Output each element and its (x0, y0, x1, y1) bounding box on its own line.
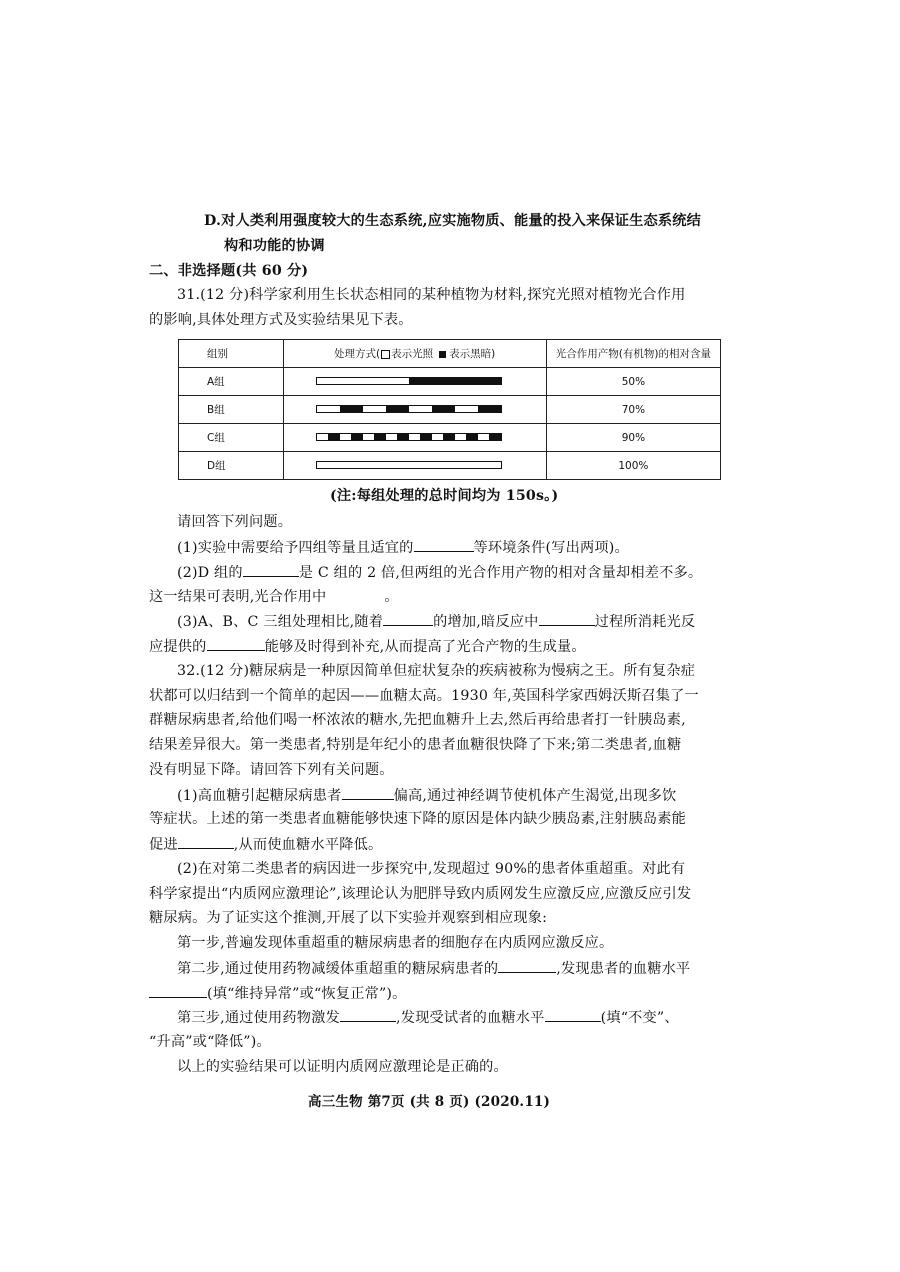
q32-sub1-text-a: (1)高血糖引起糖尿病患者 (177, 788, 342, 804)
option-d-line2: 构和功能的协调 (224, 238, 325, 254)
light-segment (455, 406, 478, 412)
q31-sub1-text-b: 等环境条件(写出两项)。 (473, 540, 629, 556)
dark-segment (466, 434, 478, 440)
treatment-bar (316, 461, 502, 469)
table-note: (注:每组处理的总时间均为 150s。) (330, 488, 559, 504)
light-segment (386, 434, 398, 440)
q32-sub1-text-e: ,从而使血糖水平降低。 (233, 837, 383, 853)
q32-step2-text-b: ,发现患者的血糖水平 (556, 961, 691, 977)
q31-sub3-text-e: 能够及时得到补充,从而提高了光合产物的生成量。 (264, 639, 586, 655)
q32-sub2-line3: 糖尿病。为了证实这个推测,开展了以下实验并观察到相应现象: (149, 910, 548, 926)
experiment-table (178, 339, 721, 480)
result-cell: 90% (546, 424, 720, 452)
header-proc-prefix: 处理方式( (334, 348, 381, 360)
dark-segment (409, 378, 501, 384)
treatment-cell (283, 396, 546, 424)
table-row (179, 368, 721, 396)
q31-sub1-text-a: (1)实验中需要给予四组等量且适宜的 (177, 540, 414, 556)
q32-step2-cont (149, 983, 407, 1004)
treatment-cell (283, 424, 546, 452)
light-segment (363, 434, 375, 440)
treatment-bar (316, 377, 502, 385)
light-segment (317, 406, 340, 412)
q31-intro-line2: 的影响,具体处理方式及实验结果见下表。 (149, 312, 413, 328)
light-segment (317, 378, 409, 384)
result-cell: 50% (546, 368, 720, 396)
q31-sub2 (177, 562, 702, 583)
q32-step3-text-a: 第三步,通过使用药物激发 (177, 1010, 340, 1026)
treatment-bar (316, 405, 502, 413)
answer-blank[interactable] (545, 1007, 601, 1022)
answer-blank[interactable] (178, 834, 234, 849)
section-title: 二、非选择题(共 60 分) (149, 263, 309, 279)
q32-para-line2: 状都可以归结到一个简单的起因——血糖太高。1930 年,英国科学家西姆沃斯召集了一 (149, 688, 699, 704)
table-row (179, 396, 721, 424)
answer-blank[interactable] (243, 562, 299, 577)
answer-blank[interactable] (342, 785, 394, 800)
dark-segment (443, 434, 455, 440)
answer-blank[interactable] (383, 611, 433, 626)
dark-segment (420, 434, 432, 440)
q32-step3-text-b: ,发现受试者的血糖水平 (395, 1010, 545, 1026)
option-d-line1: D.对人类利用强度较大的生态系统,应实施物质、能量的投入来保证生态系统结 (204, 213, 702, 229)
answer-blank[interactable] (539, 611, 595, 626)
dark-segment (432, 406, 455, 412)
result-cell: 100% (546, 452, 720, 480)
q32-step3 (177, 1007, 679, 1028)
q32-conclusion: 以上的实验结果可以证明内质网应激理论是正确的。 (177, 1059, 508, 1075)
table-header-row (179, 340, 721, 368)
header-treatment (283, 340, 546, 368)
q31-sub2-text-a: (2)D 组的 (177, 565, 243, 581)
q32-sub2-line1: (2)在对第二类患者的病因进一步探究中,发现超过 90%的患者体重超重。对此有 (177, 861, 686, 877)
q32-step2-text-a: 第二步,通过使用药物减缓体重超重的糖尿病患者的 (177, 961, 499, 977)
treatment-cell (283, 368, 546, 396)
q31-sub2-text-b: 是 C 组的 2 倍,但两组的光合作用产物的相对含量却相差不多。 (298, 565, 703, 581)
q32-para-line3: 群糖尿病患者,给他们喝一杯浓浓的糖水,先把血糖升上去,然后再给患者打一针胰岛素, (149, 712, 686, 728)
header-dark: 表示黑暗) (449, 348, 496, 360)
light-segment (363, 406, 386, 412)
q32-step3-cont: “升高”或“降低”)。 (149, 1034, 271, 1050)
q31-sub3 (177, 611, 695, 632)
dark-segment (328, 434, 340, 440)
light-segment (455, 434, 467, 440)
dark-segment (351, 434, 363, 440)
q31-sub3-text-d: 应提供的 (149, 639, 207, 655)
dark-segment (386, 406, 409, 412)
q32-sub1 (177, 785, 676, 806)
light-segment (409, 406, 432, 412)
q32-step2 (177, 958, 690, 979)
light-segment (432, 434, 444, 440)
q32-para-line5: 没有明显下降。请回答下列有关问题。 (149, 762, 394, 778)
treatment-bar (316, 433, 502, 441)
q32-step2-text-c: (填“维持异常”或“恢复正常”)。 (207, 986, 407, 1002)
dark-square-icon (439, 351, 446, 358)
header-group: 组别 (179, 340, 284, 368)
group-cell: D组 (179, 452, 284, 480)
group-cell: C组 (179, 424, 284, 452)
light-segment (317, 434, 329, 440)
group-cell: B组 (179, 396, 284, 424)
answer-blank[interactable] (498, 958, 556, 973)
q31-sub3-text-c: 过程所消耗光反 (594, 614, 696, 630)
q32-sub1-text-d: 促进 (149, 837, 178, 853)
dark-segment (489, 434, 501, 440)
header-result: 光合作用产物(有机物)的相对含量 (546, 340, 720, 368)
q32-sub1-cont: 等症状。上述的第一类患者血糖能够快速下降的原因是体内缺少胰岛素,注射胰岛素能 (149, 811, 687, 827)
light-segment (409, 434, 421, 440)
dark-segment (397, 434, 409, 440)
q31-sub2-cont (149, 586, 399, 607)
light-square-icon (381, 350, 390, 359)
q31-sub3-cont (149, 636, 586, 657)
q32-step1: 第一步,普遍发现体重超重的糖尿病患者的细胞存在内质网应激反应。 (177, 935, 614, 951)
q31-sub2-text-d: 。 (384, 589, 399, 605)
q32-para-line4: 结果差异很大。第一类患者,特别是年纪小的患者血糖很快降了下来;第二类患者,血糖 (149, 737, 682, 753)
answer-blank[interactable] (149, 983, 207, 998)
q32-sub2-line2: 科学家提出“内质网应激理论”,该理论认为肥胖导致内质网发生应激反应,应激反应引发 (149, 886, 692, 902)
light-segment (317, 462, 501, 468)
answer-blank[interactable] (326, 586, 384, 601)
q31-sub1 (177, 537, 629, 558)
table-row (179, 424, 721, 452)
dark-segment (374, 434, 386, 440)
q32-sub1-text-b: 偏高,通过神经调节使机体产生渴觉,出现多饮 (393, 788, 677, 804)
answer-blank[interactable] (340, 1007, 396, 1022)
light-segment (478, 434, 490, 440)
q32-para-line1: 32.(12 分)糖尿病是一种原因简单但症状复杂的疾病被称为慢病之王。所有复杂症 (177, 663, 696, 679)
header-light: 表示光照 (391, 348, 434, 360)
q32-sub1-cont2 (149, 834, 382, 855)
table-row (179, 452, 721, 480)
answer-blank[interactable] (207, 636, 265, 651)
q31-sub2-text-c: 这一结果可表明,光合作用中 (149, 589, 327, 605)
q31-intro-line1: 31.(12 分)科学家利用生长状态相同的某种植物为材料,探究光照对植物光合作用 (177, 287, 686, 303)
dark-segment (478, 406, 501, 412)
page-footer: 高三生物 第7页 (共 8 页) (2020.11) (308, 1094, 551, 1110)
dark-segment (340, 406, 363, 412)
q31-sub3-text-a: (3)A、B、C 三组处理相比,随着 (177, 614, 384, 630)
answer-blank[interactable] (414, 537, 474, 552)
light-segment (340, 434, 352, 440)
group-cell: A组 (179, 368, 284, 396)
q31-sub3-text-b: 的增加,暗反应中 (433, 614, 539, 630)
q32-step3-text-c: (填“不变”、 (600, 1010, 679, 1026)
result-cell: 70% (546, 396, 720, 424)
treatment-cell (283, 452, 546, 480)
q31-prompt: 请回答下列问题。 (177, 514, 293, 530)
